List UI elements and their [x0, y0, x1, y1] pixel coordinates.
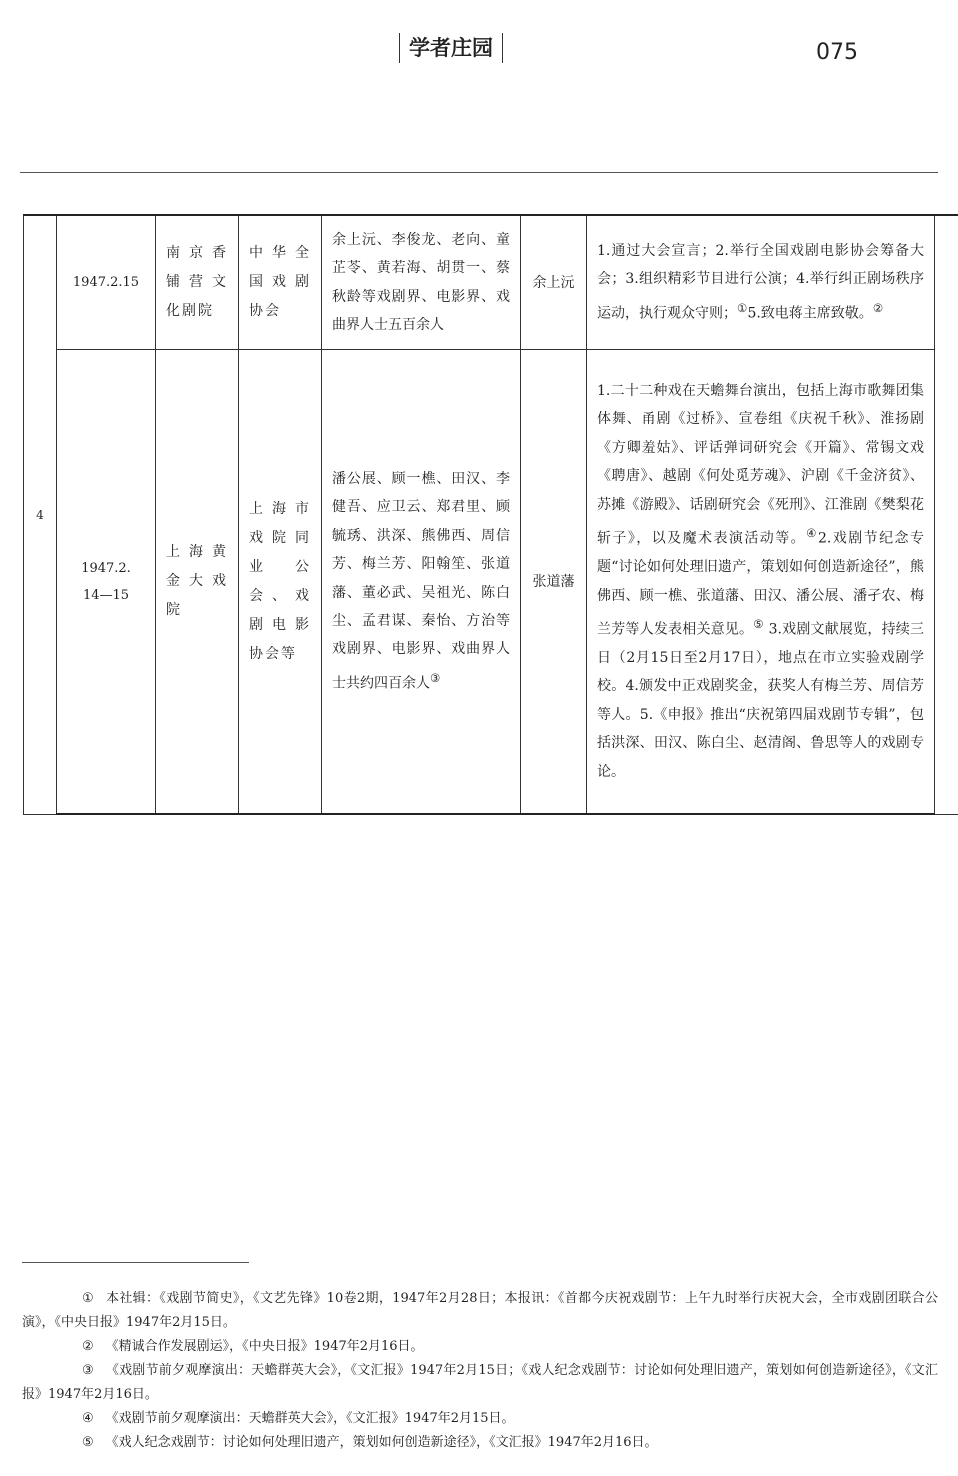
date-line: 14—15 [82, 587, 130, 603]
footnote-mark: ② [82, 1339, 94, 1354]
footnote-text: 《精诚合作发展剧运》，《中央日报》1947年2月16日。 [105, 1339, 424, 1354]
activities-cell [587, 215, 935, 350]
organizer-cell: 中华全国戏剧协会 [239, 215, 322, 350]
footnote-text: 《戏剧节前夕观摩演出：天蟾群英大会》，《文汇报》1947年2月15日；《戏人纪念戏剧节：讨论如何处理旧遗产，策划如何创造新途径》，《文汇报》1947年2月16日。 [22, 1363, 938, 1402]
festival-record-table [23, 214, 958, 815]
attendees-cell [322, 350, 521, 815]
footnote-rule [22, 1262, 249, 1263]
footnote-mark: ④ [82, 1411, 94, 1426]
date-line: 1947.2. [81, 560, 131, 576]
footnote-mark: ⑤ [82, 1435, 94, 1450]
activities-text: 3.戏剧文献展览，持续三日（2月15日至2月17日），地点在市立实验戏剧学校。4.颁发中正戏剧奖金，获奖人有梅兰芳、周信芳等人。5.《申报》推出“庆祝第四届戏剧节专辑”，包括洪深、田汉、陈白尘、赵清阁、鲁思等人的戏剧专论。 [597, 621, 924, 780]
footnotes [22, 1287, 938, 1455]
footnote-ref: ① [737, 300, 748, 315]
attendees-text: 潘公展、顾一樵、田汉、李健吾、应卫云、郑君里、顾毓琇、洪深、熊佛西、周信芳、梅兰芳、阳翰笙、张道藩、董必武、吴祖光、陈白尘、孟君谋、秦怡、方治等戏剧界、电影界、戏曲界人士共约四百余人 [332, 471, 510, 692]
chair-cell: 余上沅 [521, 215, 587, 350]
venue-cell: 上海黄金大戏院 [156, 350, 239, 815]
activities-text: 5.致电蒋主席致敬。 [747, 305, 873, 322]
empty-column [935, 215, 958, 814]
table-row [24, 350, 958, 815]
organizer-cell: 上海市戏院同业公会、戏剧电影协会等 [239, 350, 322, 815]
footnote-ref: ② [872, 300, 884, 315]
footnote [22, 1431, 938, 1455]
footnote-text: 《戏人纪念戏剧节：讨论如何处理旧遗产，策划如何创造新途径》，《文汇报》1947年2月16日。 [105, 1435, 658, 1450]
footnote [22, 1407, 938, 1431]
running-header-title: 学者庄园 [399, 33, 503, 63]
date-cell: 1947.2.15 [57, 215, 156, 350]
chair-cell: 张道藩 [521, 350, 587, 815]
footnote [22, 1335, 938, 1359]
row-number: 4 [24, 215, 57, 814]
venue-cell: 南京香铺营文化剧院 [156, 215, 239, 350]
attendees-cell: 余上沅、李俊龙、老向、童芷苓、黄若海、胡贯一、蔡秋龄等戏剧界、电影界、戏曲界人士五百余人 [322, 215, 521, 350]
activities-text: 1.二十二种戏在天蟾舞台演出，包括上海市歌舞团集体舞、甬剧《过桥》、宣卷组《庆祝千秋》、淮扬剧《方卿羞姑》、评话弹词研究会《开篇》、常锡文戏《聘唐》、越剧《何处觅芳魂》、沪剧《千金济贫》、苏摊《游殿》、话剧研究会《死刑》、江淮剧《樊梨花斩子》，以及魔术表演活动等。 [597, 383, 924, 547]
footnote-ref: ④ [806, 526, 819, 541]
table-row [24, 215, 958, 350]
footnote-text: 《戏剧节前夕观摩演出：天蟾群英大会》，《文汇报》1947年2月15日。 [105, 1411, 515, 1426]
footnote-text: 本社辑：《戏剧节简史》，《文艺先锋》10卷2期，1947年2月28日；本报讯：《首都今庆祝戏剧节：上午九时举行庆祝大会，全市戏剧团联合公演》，《中央日报》1947年2月15日。 [22, 1291, 938, 1330]
footnote [22, 1287, 938, 1335]
activities-text: 1.通过大会宣言；2.举行全国戏剧电影协会筹备大会；3.组织精彩节目进行公演；4.举行纠正剧场秩序运动，执行观众守则； [597, 243, 924, 322]
activities-cell [587, 350, 935, 815]
footnote-mark: ① [82, 1291, 94, 1306]
footnote [22, 1359, 938, 1407]
date-cell [57, 350, 156, 815]
footnote-mark: ③ [82, 1363, 94, 1378]
page-number: 075 [816, 40, 858, 65]
footnote-ref: ③ [430, 670, 441, 685]
footnote-ref: ⑤ [753, 616, 764, 631]
activities-text: 2.戏剧节纪念专题“讨论如何处理旧遗产，策划如何创造新途径”，熊佛西、顾一樵、张道藩、田汉、潘公展、潘孑农、梅兰芳等人发表相关意见。 [597, 530, 924, 638]
header-rule [20, 172, 938, 173]
